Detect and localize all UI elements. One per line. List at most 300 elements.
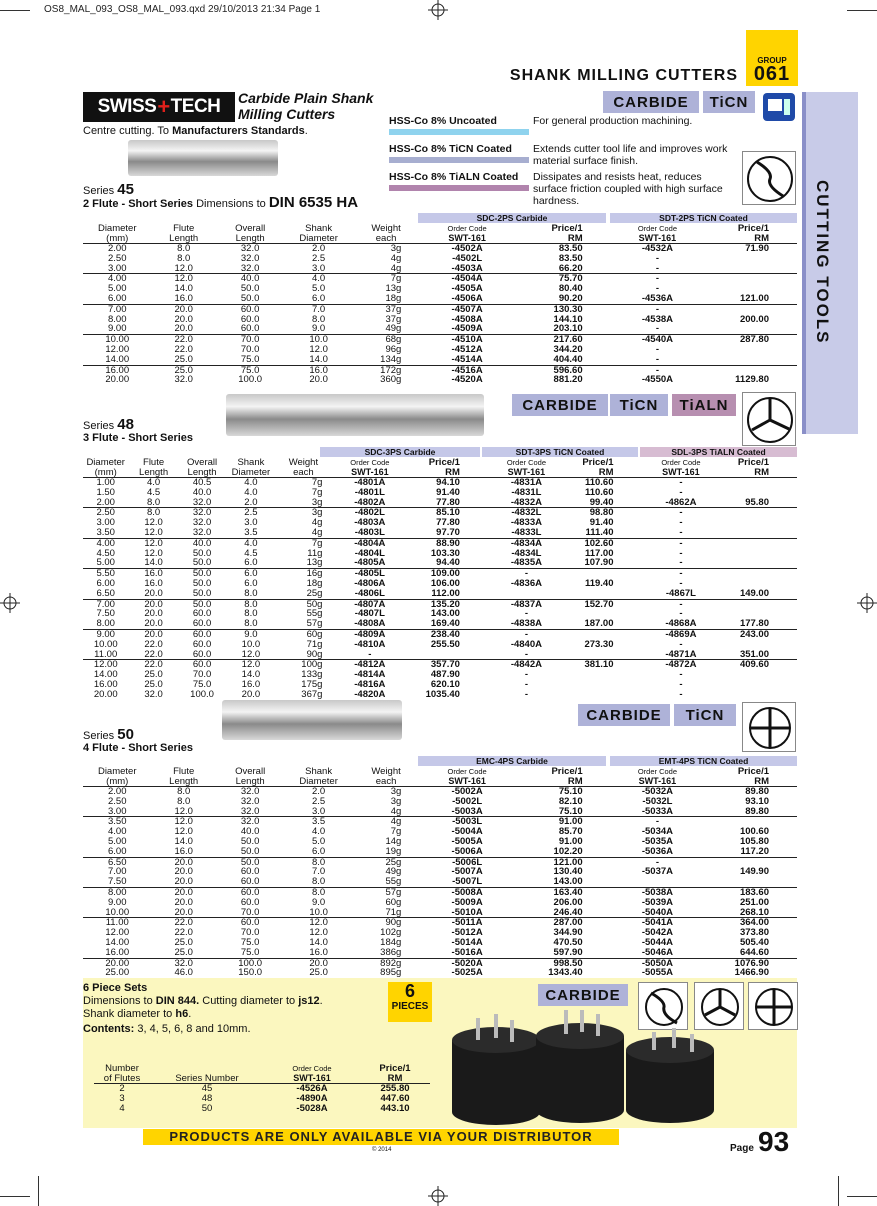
table-cell: 7g: [390, 826, 402, 838]
table-cell: -4840A: [510, 638, 542, 650]
table-cell: 238.40: [409, 629, 488, 639]
column-header-line: Flute: [173, 223, 195, 234]
table-cell: 20.0: [174, 866, 193, 878]
table-cell: 443.10: [380, 1102, 410, 1114]
table-cell: 5.00: [96, 557, 115, 569]
table-cell: 60.0: [179, 629, 226, 639]
table-cell: 70.0: [192, 669, 212, 681]
table-cell: 8.0: [312, 313, 326, 325]
table-cell: 152.70: [565, 599, 642, 609]
column-header-line: Price/1: [737, 223, 769, 234]
table-cell: 75.70: [515, 274, 611, 284]
table-cell: 12.0: [151, 274, 215, 284]
table-cell: 75.0: [240, 936, 260, 948]
table-cell: 107.90: [584, 557, 614, 569]
cutter-set-holders-image: [448, 1010, 720, 1128]
badge-carbide: CARBIDE: [512, 394, 608, 416]
table-cell: 344.20: [553, 343, 583, 355]
table-cell: 175g: [301, 678, 323, 690]
table-cell: 19g: [385, 845, 402, 857]
table-cell: -4804A: [330, 538, 409, 548]
two-flute-profile-icon: [742, 151, 796, 205]
legend-swatch-uncoated: [389, 129, 529, 135]
table-row: [83, 847, 797, 857]
table-cell: 4g: [353, 817, 419, 827]
table-cell: -5032L: [642, 795, 673, 807]
table-cell: -: [679, 486, 683, 498]
column-header-line: Price/1: [551, 766, 583, 777]
table-cell: -: [655, 283, 660, 295]
table-cell: 121.00: [739, 292, 769, 304]
table-cell: 93.10: [745, 795, 769, 807]
series-number: 50: [117, 726, 134, 743]
page-title: SHANK MILLING CUTTERS: [509, 67, 738, 84]
table-cell: 14.0: [309, 353, 328, 365]
table-cell: 12.0: [284, 918, 352, 928]
sets-text: .: [319, 995, 323, 1007]
series-48-heading: [83, 416, 194, 444]
table-cell: 203.10: [553, 323, 583, 335]
table-cell: [720, 599, 797, 609]
table-cell: 111.40: [585, 526, 614, 538]
table-cell: 25.0: [309, 967, 328, 979]
table-row: [83, 877, 797, 887]
table-cell: 12.0: [151, 817, 215, 827]
column-header-line: Flute: [143, 457, 165, 468]
column-header-line: Order Code: [637, 224, 678, 233]
table-cell: -4550A: [641, 374, 674, 386]
sets-text: Dimensions to: [83, 995, 156, 1007]
table-cell: 7g: [276, 478, 330, 488]
table-cell: [488, 589, 565, 599]
table-cell: 106.00: [430, 577, 460, 589]
table-cell: 596.60: [515, 365, 611, 375]
table-cell: 55g: [385, 876, 402, 888]
table-cell: 98.80: [565, 508, 642, 518]
column-header-line: Order Code: [447, 224, 487, 233]
table-cell: 12.0: [309, 343, 328, 355]
table-cell: -4520A: [451, 374, 483, 386]
table-cell: 70.0: [216, 335, 284, 345]
table-cell: 3: [119, 1092, 125, 1104]
table-cell: -4502A: [419, 244, 515, 254]
table-cell: 2.5: [312, 795, 326, 807]
table-cell: 3.00: [96, 517, 115, 529]
table-cell: 22.0: [151, 918, 215, 928]
table-cell: 184g: [380, 936, 402, 948]
table-cell: -: [655, 323, 660, 335]
table-cell: 90.20: [558, 292, 583, 304]
table-cell: 50.0: [240, 283, 260, 295]
table-cell: 25.00: [105, 967, 130, 979]
table-cell: 40.0: [240, 826, 260, 838]
table-cell: [565, 690, 642, 700]
table-cell: -4536A: [641, 292, 674, 304]
table-cell: 66.20: [558, 262, 583, 274]
table-cell: 5.00: [107, 283, 127, 295]
table-cell: 8.00: [83, 887, 151, 897]
table-cell: 3.5: [244, 526, 258, 538]
table-cell: -5009A: [451, 896, 483, 908]
table-cell: 22.0: [144, 648, 163, 660]
table-cell: 4g: [390, 262, 402, 274]
table-cell: 117.00: [584, 547, 614, 559]
price-header: [704, 767, 797, 787]
column-header-line: Length: [139, 466, 169, 478]
table-cell: -: [642, 508, 721, 518]
table-cell: 22.0: [128, 660, 178, 670]
table-row: [83, 294, 797, 304]
table-cell: 10.00: [105, 906, 130, 918]
table-cell: 12.0: [225, 660, 276, 670]
column-header-line: Shank: [237, 457, 265, 468]
sets-text: Shank diameter to: [83, 1008, 176, 1020]
table-cell: 20.00: [105, 374, 130, 386]
table-cell: -4516A: [419, 365, 515, 375]
table-cell: 32.0: [216, 787, 284, 797]
table-cell: 20.0: [174, 906, 193, 918]
registration-mark-icon: [0, 593, 20, 613]
table-cell: -4508A: [451, 313, 483, 325]
table-row: [83, 619, 797, 629]
table-cell: -5003A: [451, 805, 483, 817]
table-cell: -5038A: [611, 887, 705, 897]
table-cell: -: [524, 669, 528, 681]
badge-ticn: TiCN: [674, 704, 736, 726]
table-cell: [565, 650, 642, 660]
four-flute-profile-icon: [742, 702, 796, 752]
table-cell: 12.0: [144, 517, 163, 529]
table-row: [83, 690, 797, 700]
table-cell: [565, 589, 642, 599]
table-cell: 3g: [276, 508, 330, 518]
table-cell: [720, 670, 797, 680]
table-cell: 60.0: [192, 618, 212, 630]
table-cell: 70.0: [240, 343, 260, 355]
table-cell: 895g: [380, 967, 402, 979]
column-header-line: Diameter: [97, 766, 137, 777]
table-cell: 20.0: [151, 887, 215, 897]
table-cell: 100g: [276, 660, 330, 670]
brand-left: SWISS: [97, 96, 157, 117]
table-cell: 110.60: [584, 486, 614, 498]
table-cell: -5035A: [641, 835, 674, 847]
table-cell: 163.40: [515, 887, 611, 897]
table-cell: 6.50: [96, 587, 115, 599]
table-cell: -5016A: [451, 946, 483, 958]
table-cell: 9.0: [225, 629, 276, 639]
table-cell: 50.0: [192, 577, 212, 589]
table-cell: 50.0: [216, 857, 284, 867]
series-number: 45: [117, 181, 134, 198]
table-cell: 60.0: [240, 313, 260, 325]
table-cell: 12.0: [174, 805, 193, 817]
table-cell: 3.00: [107, 262, 127, 274]
two-flute-cutter-image: [128, 140, 278, 176]
column-header-line: SWT-161: [638, 775, 677, 786]
table-cell: 6.00: [96, 577, 115, 589]
subtitle: [83, 125, 308, 137]
table-cell: 7.50: [107, 876, 127, 888]
table-cell: 89.80: [745, 805, 769, 817]
table-cell: 60.0: [192, 648, 212, 660]
column-header-line: each: [375, 775, 397, 787]
table-cell: 100.0: [238, 374, 263, 386]
table-cell: 121.00: [515, 857, 611, 867]
sets-contents-label: Contents:: [83, 1023, 135, 1035]
table-cell: 25.0: [144, 678, 163, 690]
table-cell: 20.0: [128, 629, 178, 639]
column-header: [179, 458, 226, 478]
sets-text: Cutting diameter to: [199, 995, 299, 1007]
sets-description: [83, 982, 323, 1036]
table-cell: 16.00: [105, 946, 130, 958]
group-header-emc4ps: EMC-4PS Carbide: [418, 756, 606, 766]
table-cell: 60g: [385, 896, 402, 908]
table-cell: 100.0: [216, 958, 284, 968]
table-cell: 4g: [390, 252, 402, 264]
table-cell: 9.0: [312, 323, 326, 335]
column-header-line: Shank: [305, 223, 333, 234]
table-cell: 7g: [311, 486, 323, 498]
table-cell: 3.00: [107, 805, 127, 817]
column-header: [216, 224, 284, 244]
column-header-line: SWT-161: [351, 466, 389, 477]
table-cell: 55g: [306, 608, 323, 620]
table-cell: 8.00: [107, 313, 127, 325]
table-cell: 1466.90: [734, 967, 769, 979]
table-cell: [720, 569, 797, 579]
table-cell: -5033A: [641, 805, 674, 817]
table-cell: 246.40: [553, 906, 583, 918]
price-header: [409, 458, 488, 478]
column-header-line: Length: [169, 775, 199, 787]
table-cell: 77.80: [436, 517, 460, 529]
column-header-line: (mm): [94, 466, 117, 478]
table-cell: 20.0: [144, 618, 163, 630]
column-header: Series Number: [175, 1072, 239, 1084]
table-cell: -4540A: [611, 335, 705, 345]
series-standard: DIN 6535 HA: [268, 194, 359, 211]
table-cell: 360g: [380, 374, 402, 386]
column-header: [284, 224, 352, 244]
series-desc-rest: Dimensions to: [193, 198, 269, 210]
table-cell: 12.00: [83, 660, 128, 670]
table-cell: 85.70: [558, 826, 583, 838]
table-cell: 14.00: [105, 936, 130, 948]
table-cell: 50.0: [192, 557, 212, 569]
column-header-line: Overall: [187, 457, 218, 468]
table-cell: 14.0: [241, 669, 261, 681]
group-header-emt4ps: EMT-4PS TiCN Coated: [610, 756, 797, 766]
table-cell: 60.0: [179, 660, 226, 670]
crop-mark: [838, 1176, 839, 1206]
table-cell: 18g: [306, 577, 323, 589]
table-cell: -4504A: [419, 274, 515, 284]
table-cell: -4834L: [511, 547, 542, 559]
table-cell: 100.60: [739, 826, 769, 838]
table-cell: 357.70: [409, 660, 488, 670]
table-cell: 16.0: [128, 569, 178, 579]
table-cell: -4805A: [354, 557, 386, 569]
column-header-line: RM: [754, 232, 769, 244]
order-code-header: [264, 1064, 360, 1084]
table-cell: 20.0: [174, 876, 193, 888]
table-cell: 8.0: [244, 587, 258, 599]
series-word: Series: [83, 730, 115, 742]
table-cell: 20.0: [174, 323, 193, 335]
table-cell: 99.40: [589, 496, 614, 508]
table-cell: 4.0: [244, 486, 258, 498]
column-header-line: Length: [235, 232, 265, 244]
table-cell: 16.0: [284, 365, 352, 375]
brand-cross: +: [157, 94, 170, 119]
table-cell: 71g: [385, 906, 402, 918]
table-cell: [409, 650, 488, 660]
table-cell: -4807A: [330, 599, 409, 609]
column-header: [151, 224, 215, 244]
table-cell: 32.0: [216, 817, 284, 827]
table-cell: -5044A: [641, 936, 674, 948]
table-cell: 4.00: [83, 538, 128, 548]
table-cell: 2.0: [244, 496, 258, 508]
table-cell: 11g: [307, 547, 323, 559]
table-cell: 10.00: [83, 335, 151, 345]
table-cell: -5003L: [419, 817, 515, 827]
column-header-line: Diameter: [231, 466, 271, 478]
page-number: 93: [758, 1126, 790, 1157]
brand-logo: [83, 92, 235, 122]
column-header-line: RM: [387, 1072, 403, 1084]
table-cell: -4505A: [451, 283, 483, 295]
column-header: [216, 767, 284, 787]
table-cell: 251.00: [739, 896, 769, 908]
table-cell: 381.10: [565, 660, 642, 670]
table-cell: -: [679, 688, 683, 700]
price-header: [515, 224, 611, 244]
table-row: [83, 968, 797, 978]
column-header-line: Weight: [371, 766, 401, 777]
table-row: [83, 589, 797, 599]
table-cell: 287.00: [515, 918, 611, 928]
table-cell: 20.0: [128, 599, 178, 609]
table-cell: 6.0: [312, 845, 326, 857]
table-cell: 10.0: [284, 335, 352, 345]
legend-swatch-ticn: [389, 157, 529, 163]
table-cell: 268.10: [739, 906, 769, 918]
table-cell: -: [642, 538, 721, 548]
column-header-line: Diameter: [299, 232, 338, 244]
table-cell: 3.0: [244, 517, 258, 529]
series-desc: 4 Flute - Short Series: [83, 742, 194, 754]
table-cell: 20.0: [144, 587, 163, 599]
table-cell: 32.0: [240, 805, 260, 817]
table-row: [83, 948, 797, 958]
table-cell: 8.0: [284, 887, 352, 897]
series-number: 48: [117, 416, 134, 433]
table-cell: 12.0: [174, 826, 193, 838]
table-cell: -4803L: [354, 526, 385, 538]
column-header-line: Diameter: [86, 457, 125, 468]
order-code-header: [488, 458, 565, 478]
column-header-line: Length: [187, 466, 217, 478]
table-cell: 243.00: [720, 629, 797, 639]
series-desc: 3 Flute - Short Series: [83, 432, 194, 444]
table-cell: [720, 549, 797, 559]
column-header: [83, 458, 128, 478]
table-cell: 2.5: [312, 252, 326, 264]
table-cell: -4868A: [665, 618, 697, 630]
crop-mark: [847, 1196, 877, 1197]
price-header: [704, 224, 797, 244]
column-header-line: Shank: [305, 766, 333, 777]
table-cell: 2.00: [96, 496, 115, 508]
table-cell: 25g: [306, 587, 323, 599]
table-cell: -: [679, 557, 683, 569]
distributor-banner: PRODUCTS ARE ONLY AVAILABLE VIA YOUR DISTRIBUTOR: [143, 1129, 619, 1145]
table-cell: -4872A: [642, 660, 721, 670]
column-header-line: Overall: [235, 223, 266, 234]
table-cell: 373.80: [739, 927, 769, 939]
table-cell: 16.0: [174, 292, 193, 304]
table-cell: 2.50: [107, 795, 127, 807]
table-cell: 14g: [385, 835, 402, 847]
table-cell: 13g: [306, 557, 323, 569]
group-header-sdc3ps: SDC-3PS Carbide: [320, 447, 480, 457]
table-cell: 4.0: [225, 538, 276, 548]
table-cell: 25g: [353, 857, 419, 867]
table-cell: 351.00: [739, 648, 769, 660]
table-cell: -5040A: [641, 906, 674, 918]
table-cell: -4804L: [354, 547, 385, 559]
table-cell: -5055A: [641, 967, 674, 979]
table-cell: 4.0: [284, 274, 352, 284]
table-cell: -4837A: [488, 599, 565, 609]
table-cell: 4g: [311, 526, 323, 538]
pieces-number: 6: [404, 981, 415, 1001]
table-cell: -: [655, 353, 660, 365]
sets-title: 6 Piece Sets: [83, 982, 148, 994]
table-cell: 3.50: [83, 817, 151, 827]
table-cell: 12.0: [144, 547, 163, 559]
series-48-table: [83, 458, 797, 700]
side-tab-label: CUTTING TOOLS: [813, 180, 832, 345]
table-cell: 16.0: [309, 946, 328, 958]
table-cell: 90g: [353, 918, 419, 928]
price-header: [565, 458, 642, 478]
table-cell: 1.00: [83, 478, 128, 488]
table-cell: 68g: [353, 335, 419, 345]
column-header-line: Diameter: [97, 223, 137, 234]
table-cell: 91.00: [558, 835, 583, 847]
table-cell: -: [642, 599, 721, 609]
column-header-line: Price/1: [551, 223, 583, 234]
table-cell: [704, 877, 797, 887]
order-code-header: [330, 458, 409, 478]
table-cell: 200.00: [739, 313, 769, 325]
table-cell: 177.80: [739, 618, 769, 630]
table-cell: 364.00: [704, 918, 797, 928]
column-header: [225, 458, 276, 478]
table-cell: 20.00: [83, 958, 151, 968]
table-cell: [704, 345, 797, 355]
table-cell: 32.0: [216, 244, 284, 254]
table-cell: 881.20: [553, 374, 583, 386]
table-cell: 273.30: [584, 638, 614, 650]
table-cell: -4832L: [488, 508, 565, 518]
column-header: [276, 458, 330, 478]
table-cell: 143.00: [430, 608, 460, 620]
